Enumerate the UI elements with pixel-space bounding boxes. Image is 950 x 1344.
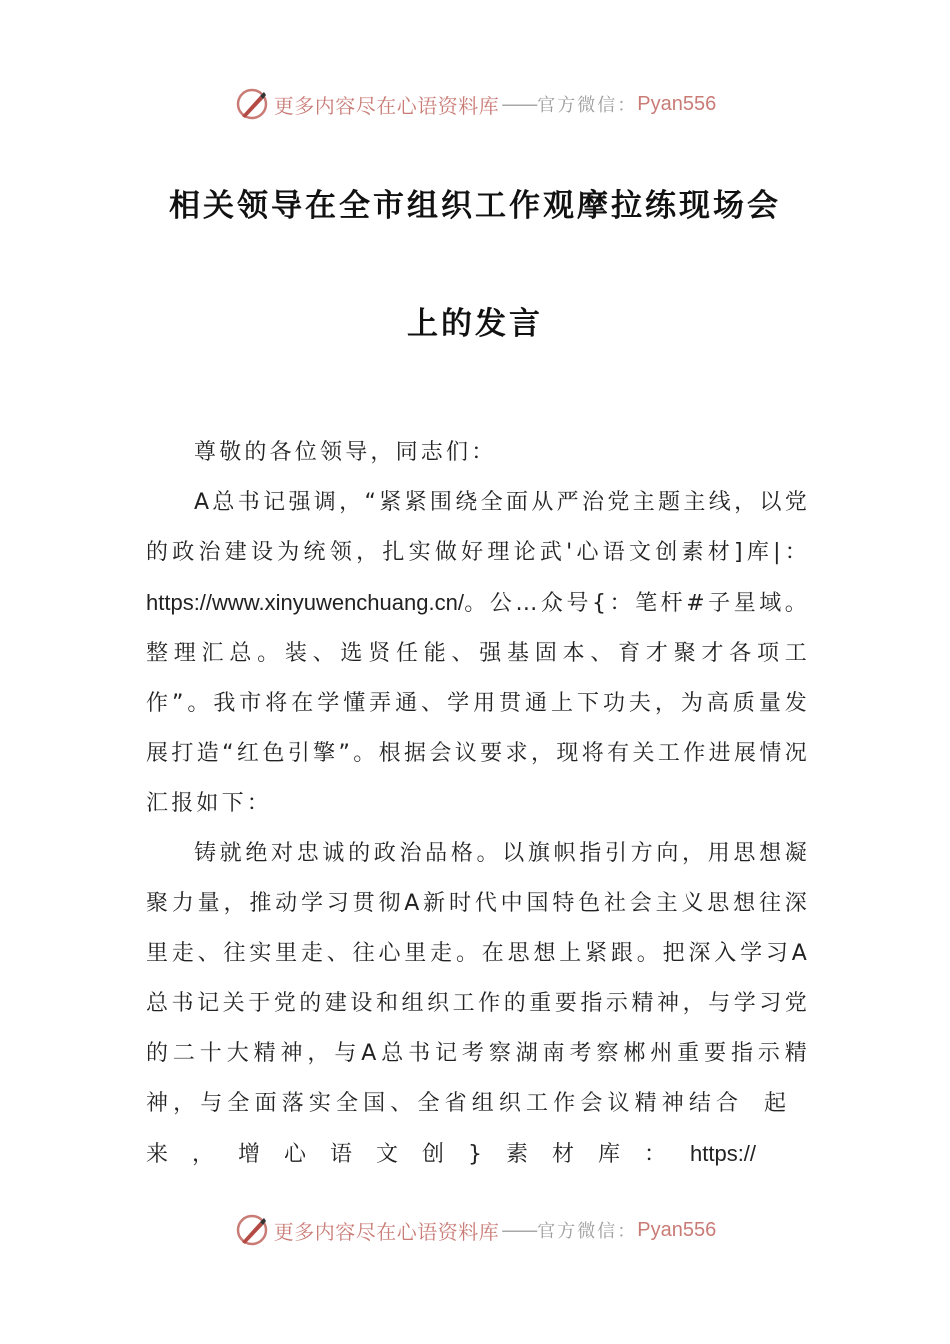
document-title-line-1: 相关领导在全市组织工作观摩拉练现场会 xyxy=(169,188,781,224)
banner-separator: —— xyxy=(501,1218,536,1242)
banner-wechat-label: 官方微信： xyxy=(537,1221,638,1242)
paragraph-2 xyxy=(146,829,810,1180)
pen-logo-icon xyxy=(234,1212,270,1248)
document-title-line-2: 上的发言 xyxy=(407,306,543,342)
paragraph-1-text-a: A总书记强调，“紧紧围绕全面从严治党主题主线，以党的政治建设为统领，扎实做好理论武'心语文创素材]库|： xyxy=(146,490,810,565)
paragraph-1 xyxy=(146,478,810,829)
paragraph-2-text-b: 合起来，增心语文创}素材库： xyxy=(146,1091,810,1167)
banner-wechat-id: Pyan556 xyxy=(637,92,717,115)
header-watermark-banner xyxy=(0,84,950,124)
banner-separator: —— xyxy=(501,92,536,116)
paragraph-1-text-b: 。公…众号{：笔杆#子星域。整理汇总。装、选贤任能、强基固本、育才聚才各项工作”。我市将在学懂弄通、学用贯通上下功夫，为高质量发展打造“红色引擎”。根据会议要求，现将有关工作进展情况汇报如下： xyxy=(146,591,810,816)
banner-wechat-label: 官方微信： xyxy=(537,95,638,116)
banner-slogan: 更多内容尽在心语资料库 xyxy=(273,1219,500,1244)
pen-logo-icon xyxy=(234,86,270,122)
salutation: 尊敬的各位领导，同志们： xyxy=(194,440,497,465)
banner-slogan: 更多内容尽在心语资料库 xyxy=(273,93,500,118)
source-url-link-2[interactable]: https:// xyxy=(690,1141,757,1166)
paragraph-2-text-a: 铸就绝对忠诚的政治品格。以旗帜指引方向，用思想凝聚力量，推动学习贯彻A新时代中国特色社会主义思想往深里走、往实里走、往心里走。在思想上紧跟。把深入学习A总书记关于党的建设和组织工作的重要指示精神，与学习党的二十大精神，与A总书记考察湖南考察郴州重要指示精神，与全面落实全国、全省组织工作会议精神结 xyxy=(146,841,810,1116)
source-url-link[interactable]: https://www.xinyuwenchuang.cn/ xyxy=(146,590,464,615)
banner-wechat-id: Pyan556 xyxy=(637,1218,717,1241)
document-body xyxy=(146,428,810,1180)
footer-watermark-banner xyxy=(0,1210,950,1250)
